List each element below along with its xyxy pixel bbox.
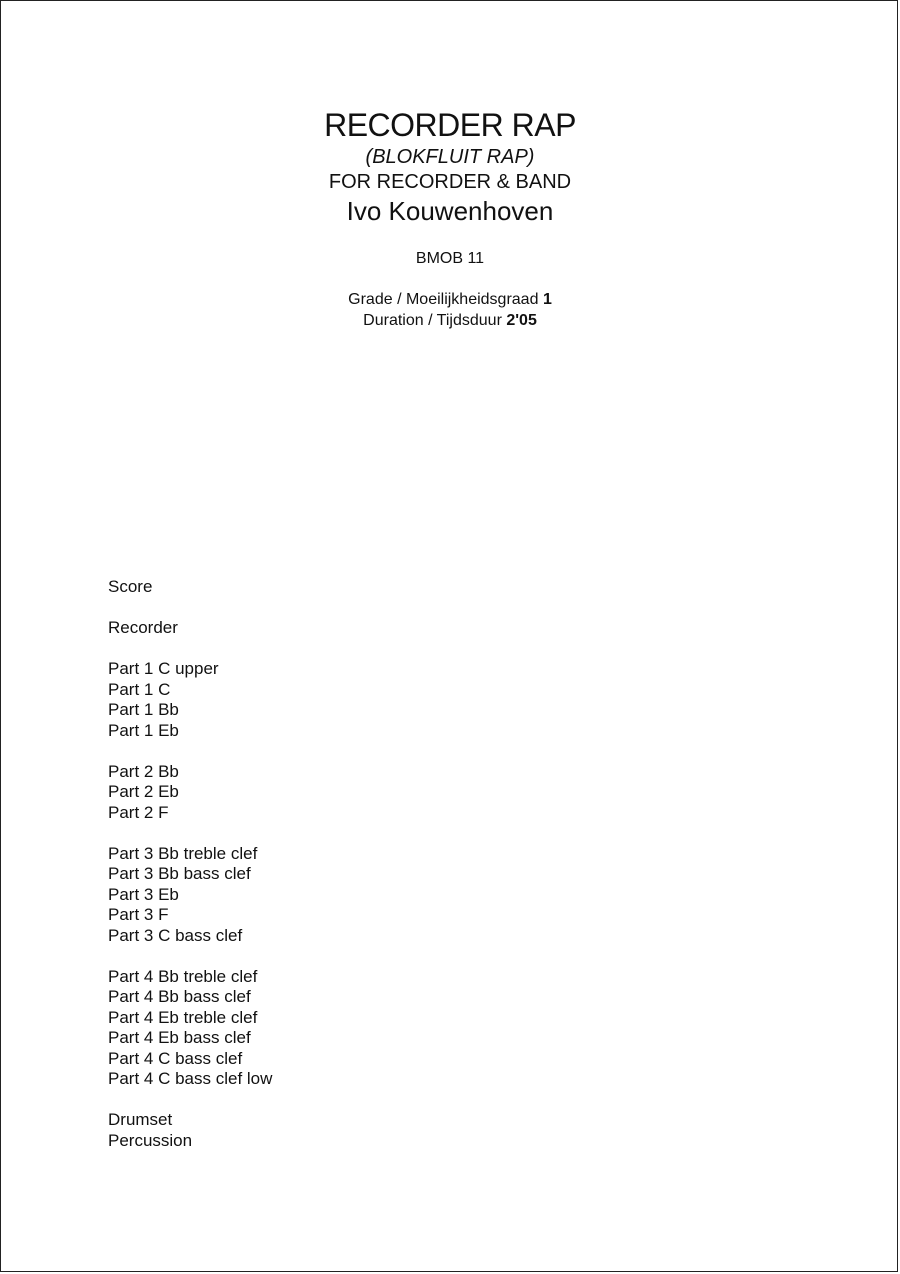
piece-metadata xyxy=(1,289,899,331)
part-item: Part 4 Bb treble clef xyxy=(108,966,258,986)
part-item: Part 1 Bb xyxy=(108,700,179,719)
part-item: Part 4 Eb bass clef xyxy=(108,1028,251,1047)
duration-value: 2'05 xyxy=(506,312,537,329)
part-item: Part 4 Bb bass clef xyxy=(108,987,251,1006)
parts-group-part-2 xyxy=(108,762,272,824)
instrumentation-line: FOR RECORDER & BAND xyxy=(328,171,572,193)
part-item: Part 3 Bb bass clef xyxy=(108,864,251,883)
title-block xyxy=(1,105,899,331)
part-item: Part 3 Bb treble clef xyxy=(108,843,258,863)
part-item: Part 1 C xyxy=(108,679,171,699)
part-item: Part 3 Eb xyxy=(108,884,179,904)
parts-group-recorder xyxy=(108,618,272,639)
duration-line xyxy=(1,310,899,331)
part-item: Score xyxy=(108,577,153,596)
parts-list xyxy=(108,577,272,1172)
piece-title: RECORDER RAP xyxy=(324,107,576,143)
piece-subtitle: (BLOKFLUIT RAP) xyxy=(365,146,535,168)
part-item: Part 4 C bass clef xyxy=(108,1048,243,1068)
grade-label: Grade / Moeilijkheidsgraad xyxy=(348,291,539,308)
part-item: Part 3 C bass clef xyxy=(108,925,243,945)
part-item: Part 2 F xyxy=(108,802,169,822)
part-item: Part 3 F xyxy=(108,905,169,924)
composer-name: Ivo Kouwenhoven xyxy=(346,196,554,226)
part-item: Part 4 C bass clef low xyxy=(108,1069,273,1088)
grade-line xyxy=(1,289,899,310)
parts-group-part-4 xyxy=(108,967,272,1090)
parts-group-percussion xyxy=(108,1110,272,1151)
part-item: Part 2 Eb xyxy=(108,782,179,801)
part-item: Drumset xyxy=(108,1110,173,1129)
part-item: Percussion xyxy=(108,1130,193,1150)
duration-label: Duration / Tijdsduur xyxy=(363,312,502,329)
part-item: Recorder xyxy=(108,618,178,637)
part-item: Part 4 Eb treble clef xyxy=(108,1007,258,1027)
parts-group-score xyxy=(108,577,272,598)
part-item: Part 1 C upper xyxy=(108,659,219,678)
part-item: Part 1 Eb xyxy=(108,720,179,740)
parts-group-part-1 xyxy=(108,659,272,741)
parts-group-part-3 xyxy=(108,844,272,947)
part-item: Part 2 Bb xyxy=(108,761,179,781)
grade-value: 1 xyxy=(542,291,552,308)
catalog-number: BMOB 11 xyxy=(415,250,485,267)
